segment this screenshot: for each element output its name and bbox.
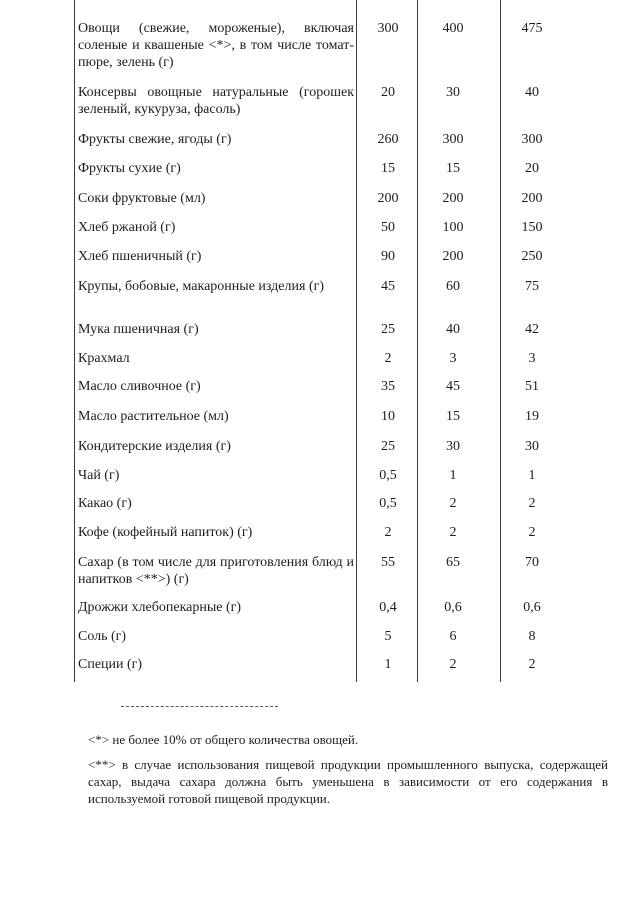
value-col-1: 0,5 [379,468,397,483]
value-col-2: 30 [446,85,460,100]
product-name: Чай (г) [78,468,120,483]
value-col-2: 400 [442,21,464,36]
value-col-3: 70 [525,555,539,570]
value-col-3: 8 [528,629,536,644]
value-col-3: 1 [528,468,536,483]
value-col-1: 15 [381,161,395,176]
value-col-3: 20 [525,161,539,176]
product-name: Кофе (кофейный напиток) (г) [78,525,253,540]
value-col-1: 0,4 [379,600,397,615]
value-col-3: 475 [521,21,543,36]
value-col-3: 200 [521,191,543,206]
footnote-2: <**> в случае использования пищевой продукции промышленного выпуска, содержащей сахар, выдача сахара должна быть уменьшена в зависимости от его содержания в используемой готовой пищевой продукции. [88,757,608,806]
table-column-divider [417,0,418,682]
value-col-3: 42 [525,322,539,337]
product-name: Фрукты сухие (г) [78,161,181,176]
value-col-1: 300 [377,21,399,36]
footnote-separator [121,706,278,707]
value-col-1: 5 [384,629,392,644]
value-col-1: 10 [381,409,395,424]
product-name: Хлеб ржаной (г) [78,220,176,235]
value-col-2: 2 [449,525,457,540]
value-col-3: 75 [525,279,539,294]
product-name: Овощи (свежие, мороженые), включая соленые и квашеные <*>, в том числе томат-пюре, зелень (г) [78,21,354,70]
product-name: Дрожжи хлебопекарные (г) [78,600,242,615]
value-col-3: 2 [528,657,536,672]
value-col-3: 30 [525,439,539,454]
value-col-2: 100 [442,220,464,235]
product-name: Кондитерские изделия (г) [78,439,231,454]
product-name: Фрукты свежие, ягоды (г) [78,132,232,147]
product-name: Соки фруктовые (мл) [78,191,206,206]
value-col-3: 150 [521,220,543,235]
value-col-2: 200 [442,191,464,206]
table-left-border [74,0,75,682]
value-col-1: 260 [377,132,399,147]
product-name: Крахмал [78,351,130,366]
table-column-divider [500,0,501,682]
product-name: Консервы овощные натуральные (горошек зеленый, кукуруза, фасоль) [78,85,354,117]
value-col-1: 25 [381,322,395,337]
product-name: Сахар (в том числе для приготовления блюд и напитков <**>) (г) [78,555,354,587]
value-col-1: 45 [381,279,395,294]
value-col-2: 6 [449,629,457,644]
value-col-3: 40 [525,85,539,100]
value-col-3: 250 [521,249,543,264]
value-col-2: 1 [449,468,457,483]
value-col-1: 200 [377,191,399,206]
value-col-1: 1 [384,657,392,672]
value-col-1: 90 [381,249,395,264]
value-col-3: 19 [525,409,539,424]
value-col-2: 30 [446,439,460,454]
value-col-3: 51 [525,379,539,394]
value-col-2: 45 [446,379,460,394]
value-col-1: 50 [381,220,395,235]
product-name: Соль (г) [78,629,127,644]
value-col-1: 20 [381,85,395,100]
value-col-3: 2 [528,525,536,540]
product-name: Хлеб пшеничный (г) [78,249,202,264]
value-col-2: 15 [446,409,460,424]
value-col-1: 35 [381,379,395,394]
value-col-2: 15 [446,161,460,176]
value-col-1: 0,5 [379,496,397,511]
table-column-divider [356,0,357,682]
value-col-2: 300 [442,132,464,147]
value-col-2: 2 [449,657,457,672]
value-col-3: 0,6 [523,600,541,615]
product-name: Крупы, бобовые, макаронные изделия (г) [78,279,325,294]
value-col-1: 55 [381,555,395,570]
product-name: Мука пшеничная (г) [78,322,199,337]
value-col-2: 2 [449,496,457,511]
product-name: Какао (г) [78,496,132,511]
value-col-3: 300 [521,132,543,147]
footnote-1: <*> не более 10% от общего количества овощей. [88,732,359,747]
product-name: Масло сливочное (г) [78,379,201,394]
value-col-2: 3 [449,351,457,366]
value-col-1: 25 [381,439,395,454]
product-name: Масло растительное (мл) [78,409,229,424]
value-col-2: 40 [446,322,460,337]
product-name: Специи (г) [78,657,143,672]
value-col-3: 2 [528,496,536,511]
value-col-2: 60 [446,279,460,294]
value-col-1: 2 [384,351,392,366]
value-col-2: 65 [446,555,460,570]
value-col-2: 0,6 [444,600,462,615]
value-col-1: 2 [384,525,392,540]
value-col-3: 3 [528,351,536,366]
value-col-2: 200 [442,249,464,264]
